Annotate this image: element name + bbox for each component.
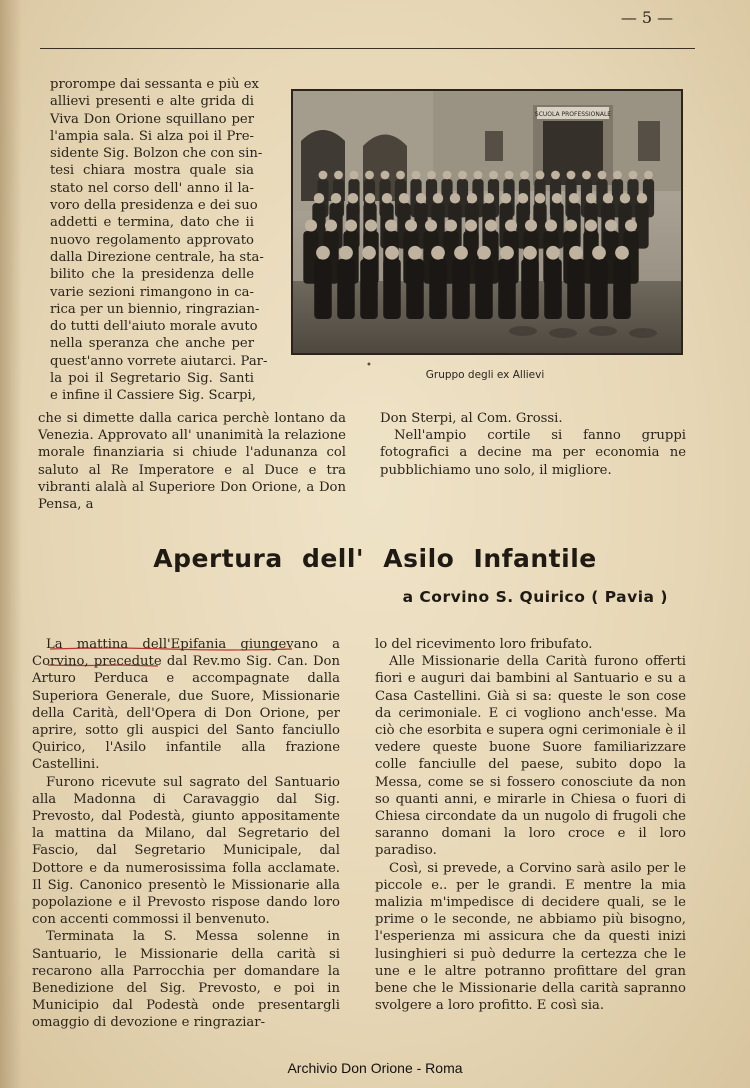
report-line: Viva Don Orione squillano per <box>50 111 254 127</box>
article-paragraph: Così, si prevede, a Corvino sarà asilo per le piccole e.. per le grandi. E mentre la mia malizia m'impedisce di decidere quali, se le prime o le seconde, ne abbiamo più bisogno, l'esperienza mi assicura che da questi inizi lusinghieri si può dedurre la certezza che le une e le altre potranno profittare del gran bene che le Missionarie della carità sapranno svolgere a loro profitto. E così sia. <box>375 860 686 1014</box>
report-line: e infine il Cassiere Sig. Scarpi, <box>50 388 256 404</box>
report-line: quest'anno vorrete aiutarci. Par- <box>50 353 268 369</box>
article-paragraph: La mattina dell'Epifania giungevano a Corvino, precedute dal Rev.mo Sig. Can. Don Arturo Perduca e accompagnate dalla Superiora Generale, due Suore, Missionarie della Carità, dell'Opera di Don Orione, per aprire, sotto gli auspici del Santo fanciullo Quirico, l'Asilo infantile alla frazione Castellini. <box>32 637 340 773</box>
report-line: do tutti dell'aiuto morale avuto <box>50 319 258 335</box>
report-line: voro della presidenza e dei suo <box>50 198 258 214</box>
article-paragraph: Alle Missionarie della Carità furono offerti fiori e auguri dai bambini al Santuario e su a Casa Castellini. Già si sa: queste le son cose da cerimoniale. E ci vogliono anch'esse. Ma ciò che esorbita e supera ogni cerimoniale è il vedere queste buone Suore familiarizzare colle fanciulle del paese, subito dopo la Messa, come se si fossero conosciute da non so quanti anni, e mirarle in Chiesa o fuori di Chiesa circondate da un nugolo di frugoli che saranno domani la loro croce e il loro paradiso. <box>375 654 686 859</box>
header-rule <box>40 48 695 49</box>
group-photo-image <box>293 91 681 353</box>
report-line: stato nel corso dell' anno il la- <box>50 180 254 196</box>
report-wide-paragraph <box>38 410 346 513</box>
report-line: dalla Direzione centrale, ha sta- <box>50 249 264 265</box>
report-right-column <box>380 410 686 479</box>
article-paragraph: lo del ricevimento loro fribufato. <box>375 637 593 652</box>
article-title: Apertura dell' Asilo Infantile <box>153 544 597 573</box>
article-paragraph: Furono ricevute sul sagrato del Santuario alla Madonna di Caravaggio dal Sig. Prevosto, dal Podestà, giunto appositamente la mattina da Milano, dal Segretario del Fascio, dal Segretario Municipale, dal Dottore e da numerosissima folla acclamate. Il Sig. Canonico presentò le Missionarie alla popolazione e il Prevosto rispose dando loro con accenti commossi il benvenuto. <box>32 774 340 928</box>
report-line: tesi chiara mostra quale sia <box>50 163 254 179</box>
building-sign: SCUOLA PROFESSIONALE <box>534 111 612 118</box>
report-right-line: Don Sterpi, al Com. Grossi. <box>380 411 563 426</box>
archive-stamp: Archivio Don Orione - Roma <box>287 1060 463 1076</box>
page-number: — 5 — <box>620 8 674 27</box>
article-right-column <box>375 636 686 1014</box>
report-closing-text: che si dimette dalla carica perchè lontano da Venezia. Approvato all' unanimità la relazione morale finanziaria si chiude l'adunanza col saluto al Re Imperatore e al Duce e tra vibranti alalà al Superiore Don Orione, a Don Pensa, a <box>38 411 346 513</box>
report-lines <box>50 76 268 405</box>
report-line: allievi presenti e alte grida di <box>50 94 254 110</box>
report-right-paragraph: Nell'ampio cortile si fanno gruppi fotografici a decine ma per economia ne pubblichiamo uno solo, il migliore. <box>380 428 686 478</box>
report-line: prorompe dai sessanta e più ex <box>50 77 259 92</box>
report-line: nella speranza che anche per <box>50 336 254 352</box>
alumni-group-photo <box>291 89 683 355</box>
print-dot: • <box>366 360 372 371</box>
article-left-column <box>32 636 340 1032</box>
article-subtitle: a Corvino S. Quirico ( Pavia ) <box>402 588 668 606</box>
report-line: nuovo regolamento approvato <box>50 232 254 248</box>
article-paragraph: Terminata la S. Messa solenne in Santuario, le Missionarie della carità si recarono alla Parrocchia per domandare la Benedizione del Sig. Prevosto, e poi in Municipio dal Podestà onde presentargli omaggio di devozione e ringraziar- <box>32 929 340 1031</box>
photo-caption: Gruppo degli ex Allievi <box>425 369 545 381</box>
report-line: varie sezioni rimangono in ca- <box>50 284 254 300</box>
report-line: bilito che la presidenza delle <box>50 267 254 283</box>
report-left-column <box>50 76 268 405</box>
report-line: l'ampia sala. Si alza poi il Pre- <box>50 128 254 144</box>
binding-shadow <box>0 0 22 1088</box>
report-line: rica per un biennio, ringrazian- <box>50 301 260 317</box>
report-line: sidente Sig. Bolzon che con sin- <box>50 146 263 162</box>
report-line: addetti e termina, dato che ii <box>50 215 254 231</box>
report-line: la poi il Segretario Sig. Santi <box>50 371 254 387</box>
